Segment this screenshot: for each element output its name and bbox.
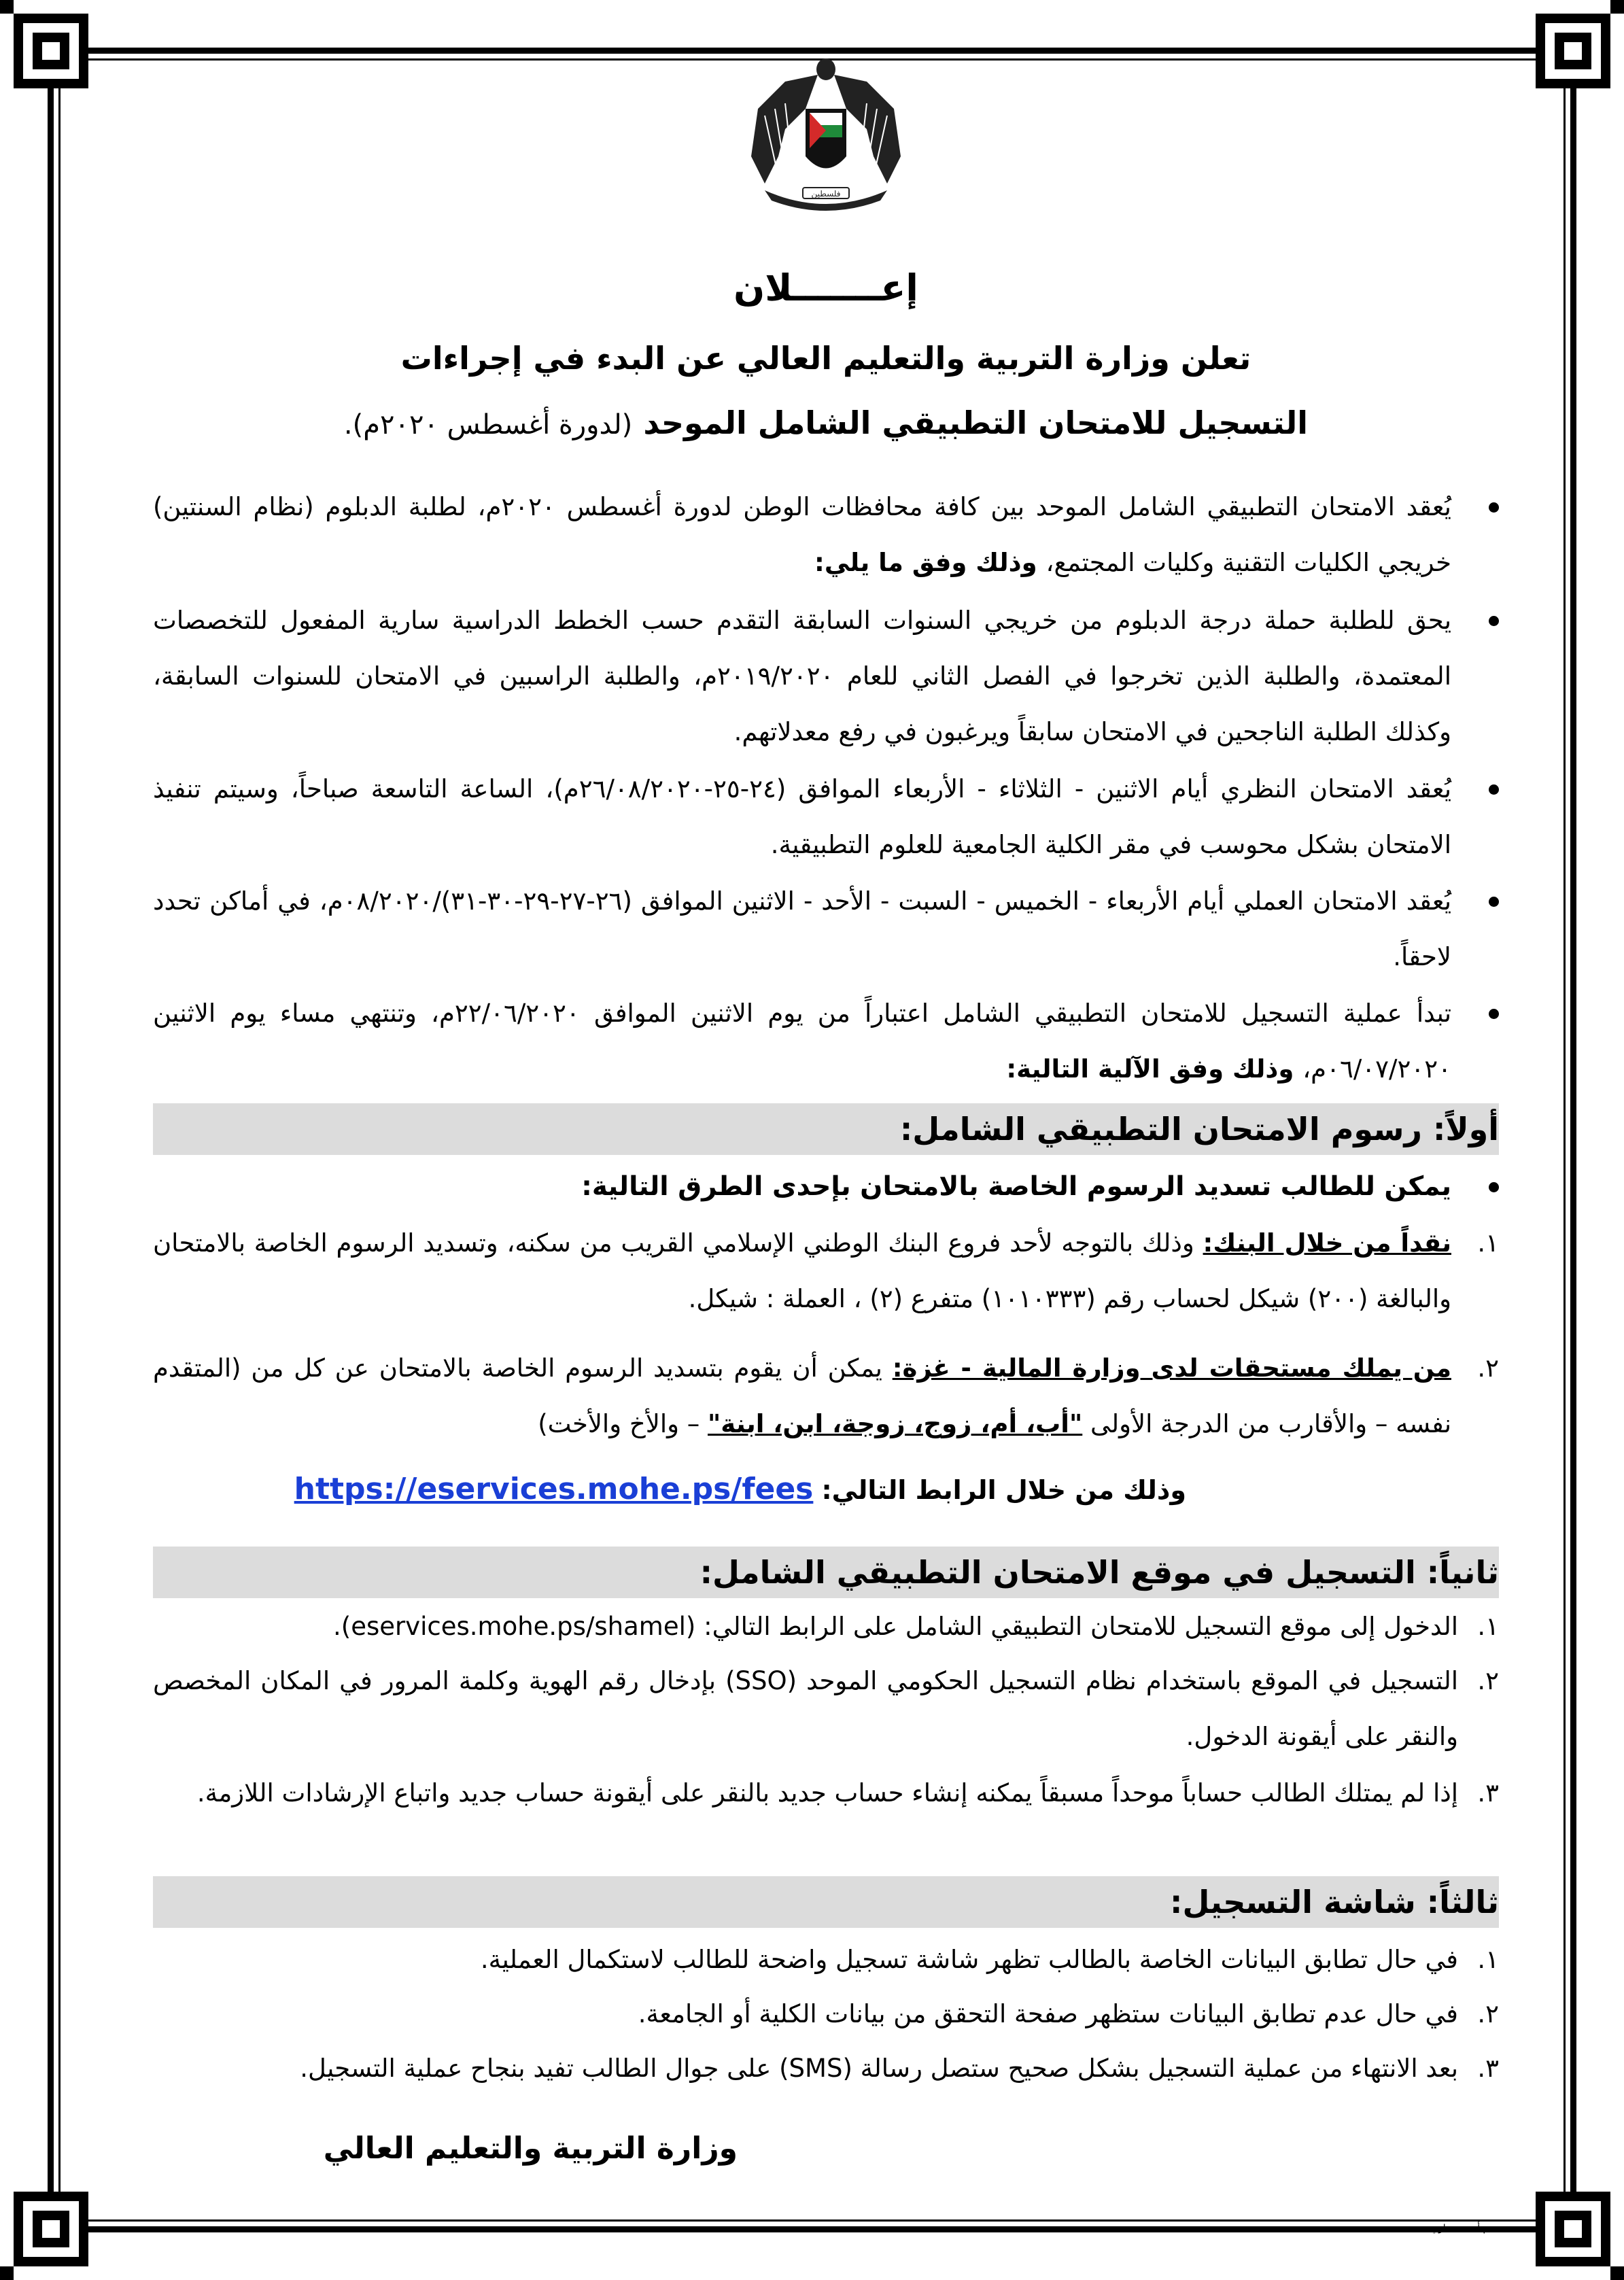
- subtitle-line-2-bold: التسجيل للامتحان التطبيقي الشامل الموحد: [643, 404, 1309, 441]
- subtitle-line-1: تعلن وزارة التربية والتعليم العالي عن البدء في إجراءات: [400, 340, 1251, 377]
- bullet-icon: [1489, 502, 1499, 513]
- registration-item-2: [153, 1653, 1499, 1765]
- bullet-icon: [1489, 1009, 1499, 1019]
- item-number: ٢.: [1477, 1666, 1499, 1695]
- intro-item-text: يُعقد الامتحان النظري أيام الاثنين - الثلاثاء - الأربعاء الموافق (٢٤-٢٥-٢٦/٠٨/٢٠٢٠م)، الساعة التاسعة صباحاً، وسيتم تنفيذ الامتحان بشكل محوسب في مقر الكلية الجامعية للعلوم التطبيقية.: [153, 774, 1451, 859]
- corner-ornament-top-right: [1522, 0, 1624, 102]
- screen-item-text: بعد الانتهاء من عملية التسجيل بشكل صحيح ستصل رسالة (SMS) على جوال الطالب تفيد بنجاح عملية التسجيل.: [300, 2054, 1458, 2083]
- fees-link-row: [294, 1472, 1186, 1506]
- announcement-body: [153, 54, 1499, 2234]
- registration-item-3: [153, 1765, 1499, 1821]
- screen-item-text: في حال تطابق البيانات الخاصة بالطالب تظهر شاشة تسجيل واضحة للطالب لاستكمال العملية.: [480, 1945, 1458, 1974]
- intro-item-text: يُعقد الامتحان التطبيقي الشامل الموحد بين كافة محافظات الوطن لدورة أغسطس ٢٠٢٠م، لطلبة الدبلوم (نظام السنتين) خريجي الكليات التقنية وكليات المجتمع،: [153, 492, 1451, 577]
- intro-item-bold: وذلك وفق الآلية التالية:: [1006, 1054, 1303, 1084]
- fees-link-label: وذلك من خلال الرابط التالي:: [821, 1475, 1186, 1505]
- section-heading-registration: ثانياً: التسجيل في موقع الامتحان التطبيقي الشامل:: [153, 1547, 1499, 1598]
- item-number: ٢.: [1477, 1999, 1499, 2028]
- registration-item-text: التسجيل في الموقع باستخدام نظام التسجيل الحكومي الموحد (SSO) بإدخال رقم الهوية وكلمة المرور في المكان المخصص والنقر على أيقونة الدخول.: [153, 1666, 1458, 1751]
- item-number: ٣.: [1477, 2054, 1499, 2083]
- corner-ornament-bottom-right: [1522, 2178, 1624, 2280]
- fees-item-1: [153, 1215, 1499, 1327]
- intro-item-bold: وذلك وفق ما يلي:: [814, 548, 1046, 577]
- bullet-icon: [1489, 784, 1499, 795]
- intro-item-3: [153, 761, 1499, 873]
- fees-item-2-text: يمكن أن يقوم بتسديد الرسوم الخاصة بالامتحان عن كل من (المتقدم نفسه – والأقارب من الدرجة الأولى: [153, 1353, 1451, 1438]
- bullet-icon: [1489, 616, 1499, 626]
- item-number: ٣.: [1477, 1778, 1499, 1808]
- section-heading-screen: ثالثاً: شاشة التسجيل:: [153, 1876, 1499, 1928]
- ministry-signature: وزارة التربية والتعليم العالي: [323, 2131, 738, 2166]
- fees-item-1-label: نقداً من خلال البنك:: [1203, 1228, 1451, 1258]
- intro-item-2: [153, 593, 1499, 760]
- fees-item-2-relatives: "أب، أم، زوج، زوجة، ابن، ابنة": [708, 1409, 1083, 1438]
- section-heading-fees: أولاً: رسوم الامتحان التطبيقي الشامل:: [153, 1103, 1499, 1155]
- bullet-icon: [1489, 897, 1499, 907]
- fees-bullet-text: يمكن للطالب تسديد الرسوم الخاصة بالامتحان بإحدى الطرق التالية:: [581, 1171, 1451, 1202]
- palestine-eagle-emblem-icon: [738, 54, 914, 218]
- item-number: ١.: [1477, 1228, 1499, 1258]
- screen-item-1: [153, 1932, 1499, 1988]
- fees-item-2: [153, 1341, 1499, 1452]
- item-number: ١.: [1477, 1612, 1499, 1641]
- fees-bullet: [153, 1159, 1499, 1215]
- subtitle-line-2-tail: (لدورة أغسطس ٢٠٢٠م).: [343, 409, 633, 441]
- fees-item-2-label: من يملك مستحقات لدى وزارة المالية - غزة:: [892, 1353, 1451, 1383]
- page-title: إعـــــــلان: [733, 266, 918, 309]
- corner-ornament-top-left: [0, 0, 102, 102]
- fees-item-2-tail: – والأخ والأخت): [538, 1409, 708, 1438]
- designer-credit: م.أحمد حجازي: [1431, 2223, 1489, 2234]
- registration-item-text: الدخول إلى موقع التسجيل للامتحان التطبيقي الشامل على الرابط التالي: (eservices.mohe.ps/shamel).: [332, 1612, 1458, 1641]
- screen-item-text: في حال عدم تطابق البيانات ستظهر صفحة التحقق من بيانات الكلية أو الجامعة.: [638, 1999, 1458, 2028]
- emblem-caption: فلسطين: [811, 189, 841, 198]
- registration-item-1: [153, 1599, 1499, 1655]
- fees-link[interactable]: https://eservices.mohe.ps/fees: [294, 1472, 814, 1506]
- item-number: ٢.: [1477, 1353, 1499, 1383]
- subtitle-line-2: [153, 404, 1499, 441]
- intro-item-4: [153, 874, 1499, 985]
- fees-item-1-text: وذلك بالتوجه لأحد فروع البنك الوطني الإسلامي القريب من سكنه، وتسديد الرسوم الخاصة بالامتحان والبالغة (٢٠٠) شيكل لحساب رقم (١٠١٠٣٣٣) متفرع (٢) ، العملة : شيكل.: [153, 1228, 1451, 1313]
- intro-item-text: تبدأ عملية التسجيل للامتحان التطبيقي الشامل اعتباراً من يوم الاثنين الموافق ٢٢/٠٦/٢٠٢٠م، وتنتهي مساء يوم الاثنين ٠٦/٠٧/٢٠٢٠م،: [153, 999, 1451, 1084]
- intro-item-text: يحق للطلبة حملة درجة الدبلوم من خريجي السنوات السابقة التقدم حسب الخطط الدراسية سارية المفعول للتخصصات المعتمدة، والطلبة الذين تخرجوا في الفصل الثاني للعام ٢٠١٩/٢٠٢٠م، والطلبة الراسبين في الامتحان للسنوات السابقة، وكذلك الطلبة الناجحين في الامتحان سابقاً ويرغبون في رفع معدلاتهم.: [153, 606, 1451, 746]
- intro-item-5: [153, 986, 1499, 1097]
- registration-item-text: إذا لم يمتلك الطالب حساباً موحداً مسبقاً يمكنه إنشاء حساب جديد بالنقر على أيقونة حساب جديد واتباع الإرشادات اللازمة.: [196, 1778, 1458, 1808]
- intro-item-1: [153, 479, 1499, 591]
- screen-item-2: [153, 1986, 1499, 2042]
- corner-ornament-bottom-left: [0, 2178, 102, 2280]
- screen-item-3: [153, 2041, 1499, 2096]
- bullet-icon: [1489, 1182, 1499, 1192]
- intro-item-text: يُعقد الامتحان العملي أيام الأربعاء - الخميس - السبت - الأحد - الاثنين الموافق (٢٦-٢٧-٢٩-٣٠-٣١)/٠٨/٢٠٢٠م، في أماكن تحدد لاحقاً.: [153, 886, 1451, 971]
- item-number: ١.: [1477, 1945, 1499, 1974]
